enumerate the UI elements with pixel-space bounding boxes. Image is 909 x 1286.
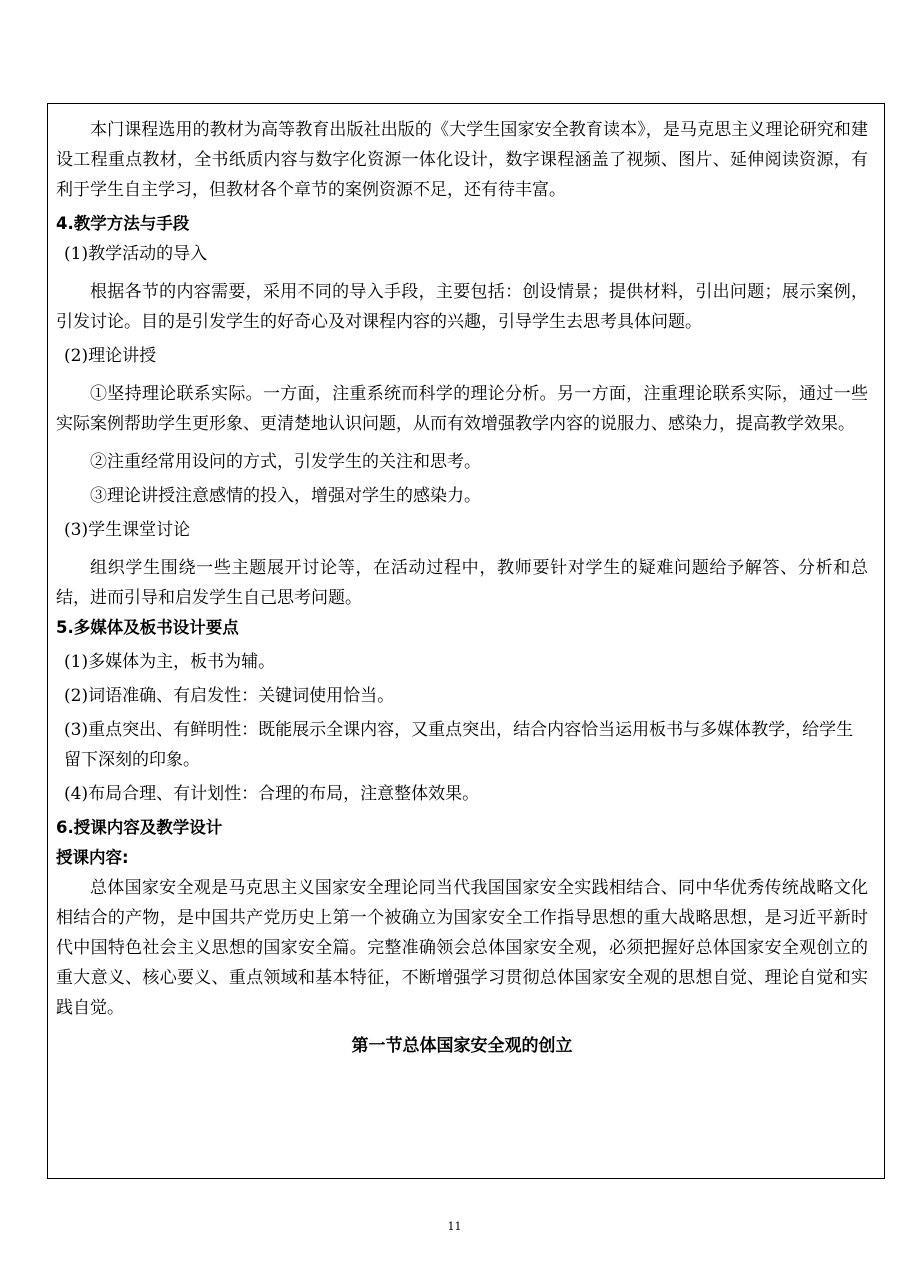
section-5-heading: 5.多媒体及板书设计要点 (56, 618, 239, 637)
section-6-paragraph: 总体国家安全观是马克思主义国家安全理论同当代我国国家安全实践相结合、同中华优秀传统战略文化相结合的产物，是中国共产党历史上第一个被确立为国家安全工作指导思想的重大战略思想，是习近平新时代中国特色社会主义思想的国家安全篇。完整准确领会总体国家安全观，必须把握好总体国家安全观创立的重大意义、核心要义、重点领域和基本特征，不断增强学习贯彻总体国家安全观的思想自觉、理论自觉和实践自觉。 (56, 878, 868, 1018)
section-4-item-2-point-2: ②注重经常用设问的方式，引发学生的关注和思考。 (90, 452, 481, 472)
section-4-item-1-text: 根据各节的内容需要，采用不同的导入手段，主要包括：创设情景；提供材料，引出问题；展示案例，引发讨论。目的是引发学生的好奇心及对课程内容的兴趣，引导学生去思考具体问题。 (56, 282, 868, 332)
section-4-item-1-label: (1)教学活动的导入 (64, 244, 208, 264)
section-5-item-3: (3)重点突出、有鲜明性：既能展示全课内容，又重点突出，结合内容恰当运用板书与多媒体教学，给学生留下深刻的印象。 (64, 720, 854, 770)
section-5-item-1: (1)多媒体为主，板书为辅。 (64, 652, 276, 672)
section-5-item-2: (2)词语准确、有启发性：关键词使用恰当。 (64, 686, 395, 706)
section-4-item-2-point-1: ①坚持理论联系实际。一方面，注重系统而科学的理论分析。另一方面，注重理论联系实际，通过一些实际案例帮助学生更形象、更清楚地认识问题，从而有效增强教学内容的说服力、感染力，提高教学效果。 (56, 384, 868, 434)
section-6-heading: 6.授课内容及教学设计 (56, 818, 223, 837)
section-4-item-3-label: (3)学生课堂讨论 (64, 520, 191, 540)
document-body (56, 115, 868, 1061)
section-6-subheading: 授课内容: (56, 848, 129, 867)
section-4-item-3-text: 组织学生围绕一些主题展开讨论等，在活动过程中，教师要针对学生的疑难问题给予解答、分析和总结，进而引导和启发学生自己思考问题。 (56, 558, 868, 608)
chapter-title: 第一节总体国家安全观的创立 (351, 1036, 573, 1056)
page-number: 11 (447, 1220, 462, 1233)
section-4-item-2-label: (2)理论讲授 (64, 346, 157, 366)
section-4-heading: 4.教学方法与手段 (56, 214, 190, 233)
intro-paragraph: 本门课程选用的教材为高等教育出版社出版的《大学生国家安全教育读本》，是马克思主义理论研究和建设工程重点教材，全书纸质内容与数字化资源一体化设计，数字课程涵盖了视频、图片、延伸阅读资源，有利于学生自主学习，但教材各个章节的案例资源不足，还有待丰富。 (56, 120, 868, 200)
section-4-item-2-point-3: ③理论讲授注意感情的投入，增强对学生的感染力。 (90, 486, 481, 506)
section-5-item-4: (4)布局合理、有计划性：合理的布局，注意整体效果。 (64, 784, 480, 804)
